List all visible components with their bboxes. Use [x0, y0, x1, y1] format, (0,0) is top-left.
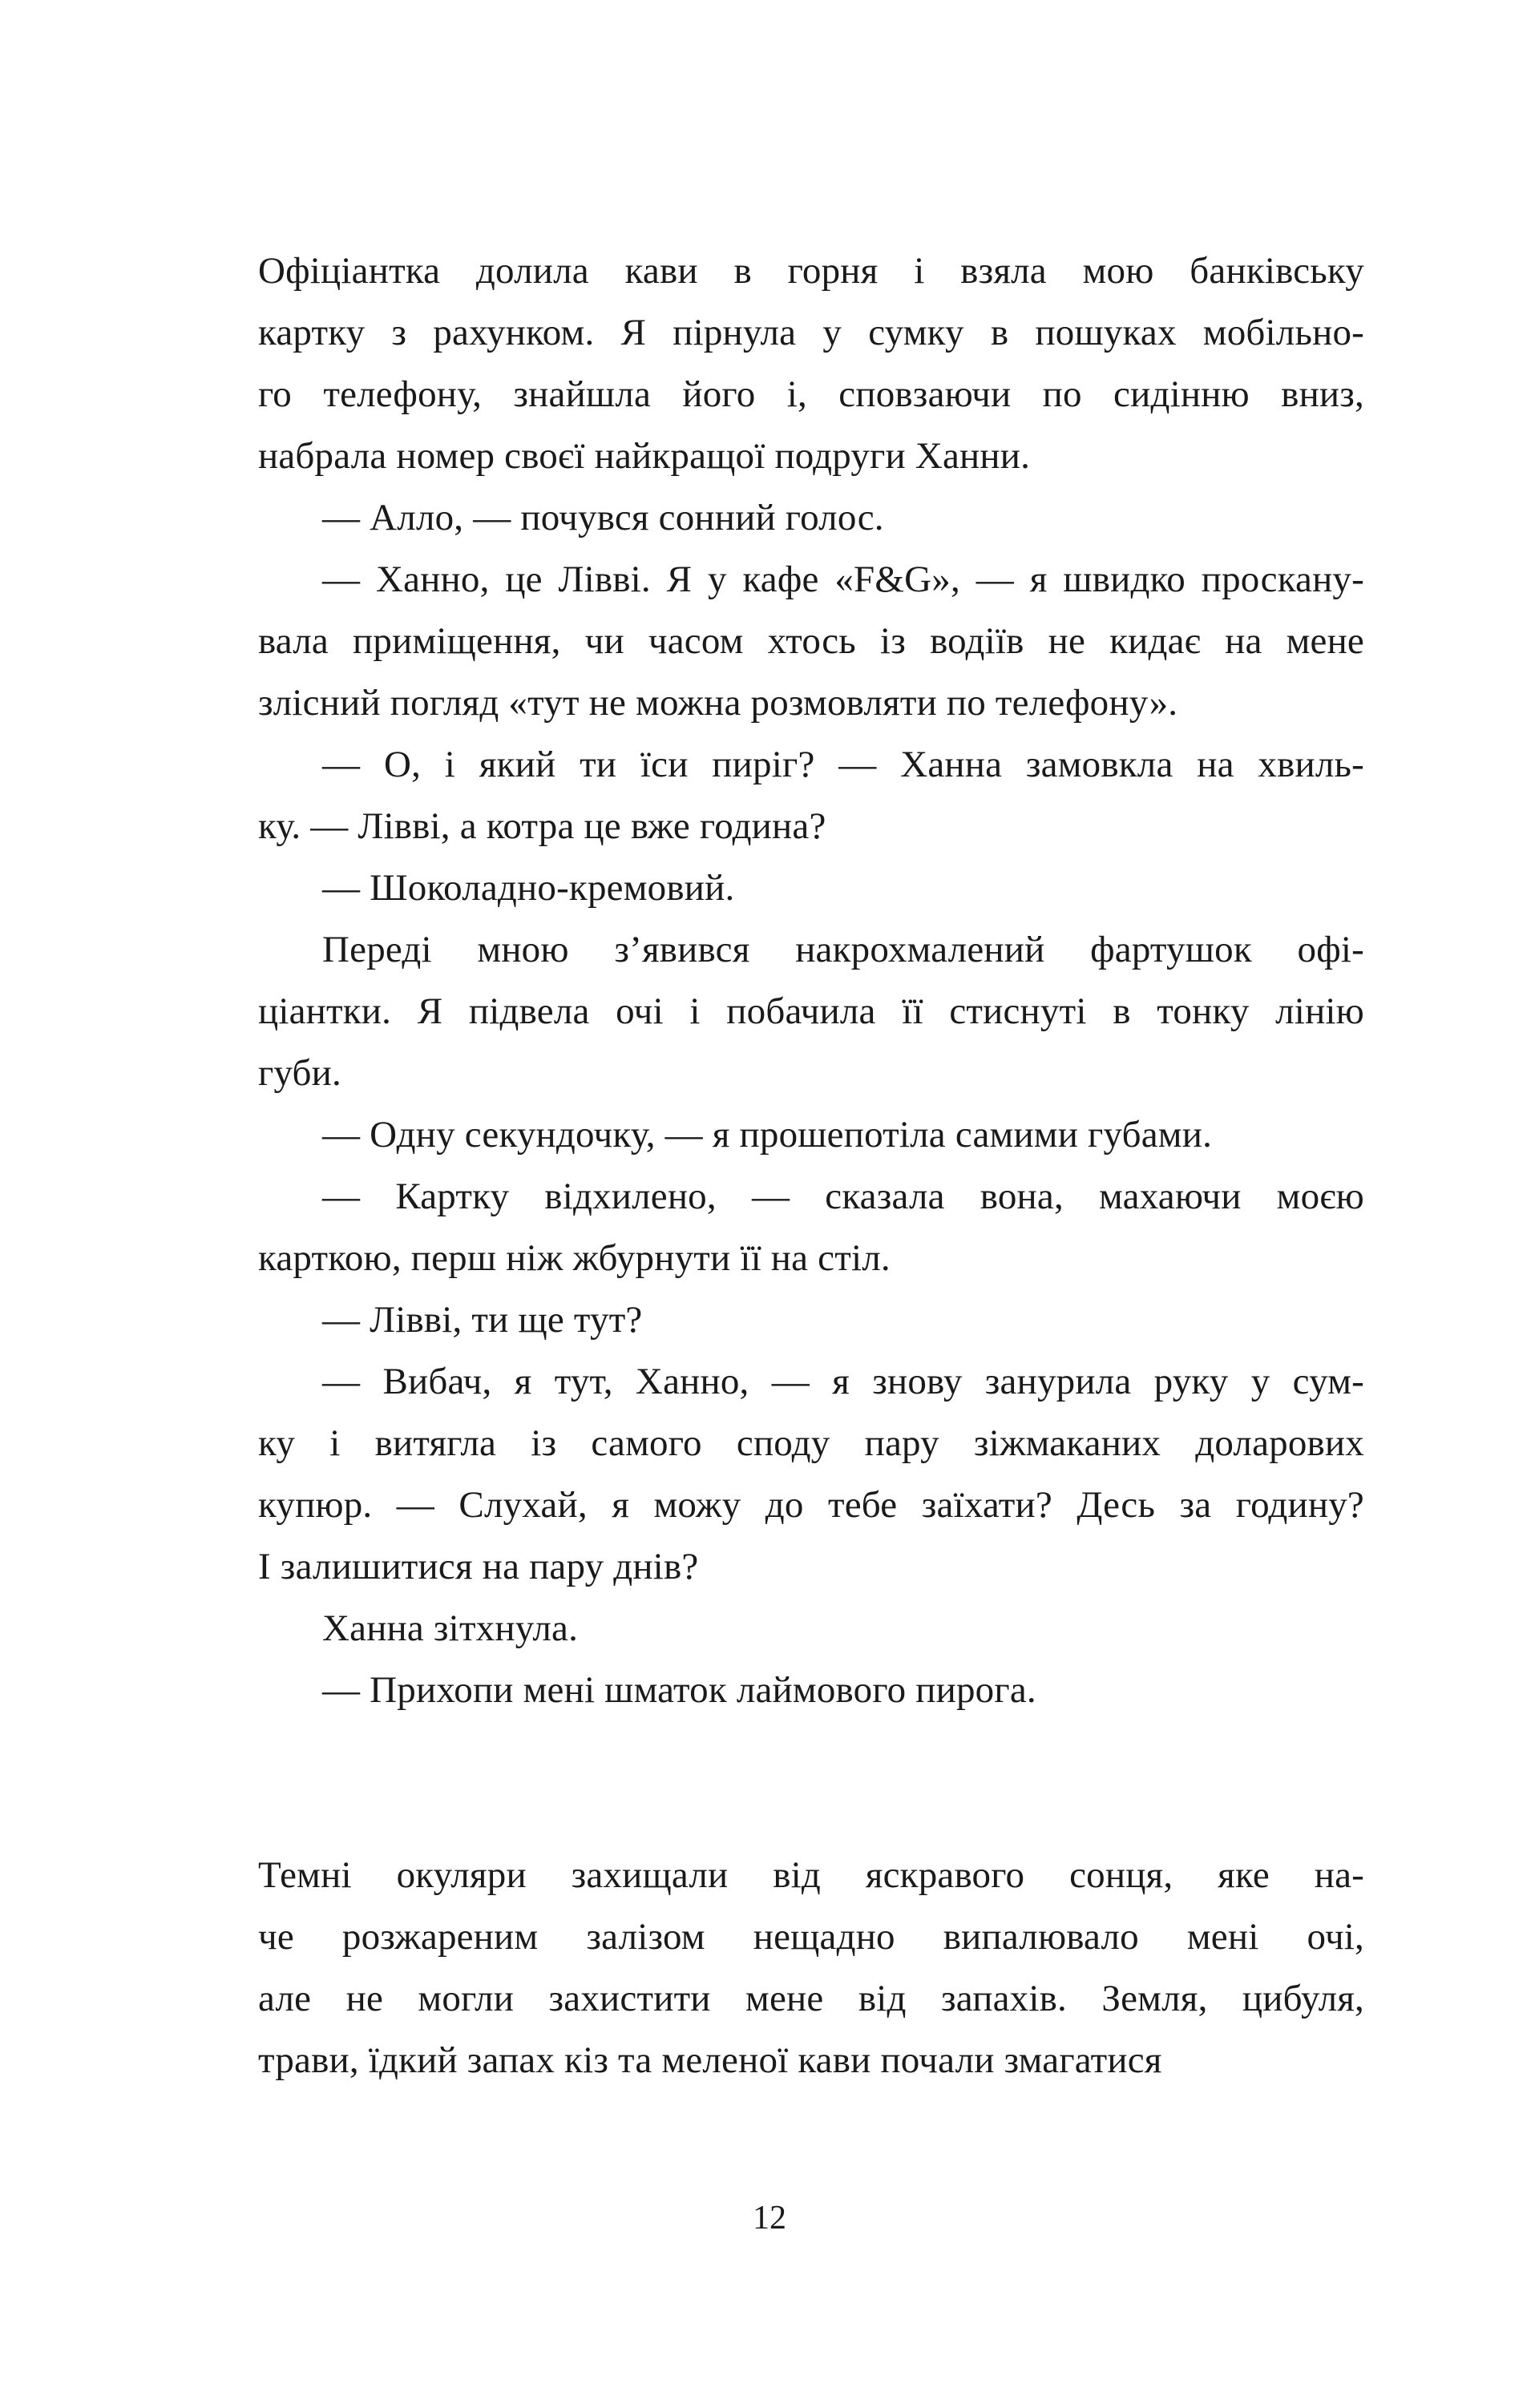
text-content [258, 240, 1364, 2091]
text-line: — О, і який ти їси пиріг? — Ханна замовкла на хвиль- [322, 744, 1364, 785]
page-number: 12 [753, 2200, 786, 2237]
paragraph [258, 1351, 1364, 1598]
text-line: але не могли захистити мене від запахів. Земля, цибуля, [258, 1978, 1364, 2019]
text-line: ку і витягла із самого споду пару зіжмаканих доларових [258, 1422, 1364, 1464]
text-line: — Вибач, я тут, Ханно, — я знову занурила руку у сум- [322, 1361, 1364, 1402]
text-line: ціантки. Я підвела очі і побачила її стиснуті в тонку лінію [258, 990, 1364, 1032]
paragraph [258, 1598, 1364, 1660]
paragraph [258, 1289, 1364, 1351]
text-line: карткою, перш ніж жбурнути її на стіл. [258, 1237, 891, 1279]
text-line: трави, їдкий запах кіз та меленої кави почали змагатися [258, 2039, 1162, 2081]
text-line: Темні окуляри захищали від яскравого сонця, яке на- [258, 1854, 1364, 1896]
paragraph [258, 734, 1364, 857]
paragraph [258, 1166, 1364, 1289]
text-line: — Картку відхилено, — сказала вона, махаючи моєю [322, 1176, 1364, 1217]
text-line: — Одну секундочку, — я прошепотіла самими губами. [322, 1114, 1213, 1156]
text-line: Офіціантка долила кави в горня і взяла мою банківську [258, 250, 1364, 292]
text-line: злісний погляд «тут не можна розмовляти по телефону». [258, 682, 1178, 724]
text-line: вала приміщення, чи часом хтось із водіїв не кидає на мене [258, 620, 1364, 662]
paragraph [258, 857, 1364, 919]
text-line: — Прихопи мені шматок лаймового пирога. [322, 1669, 1036, 1711]
text-line: го телефону, знайшла його і, сповзаючи по сидінню вниз, [258, 373, 1364, 415]
text-line: Переді мною з’явився накрохмалений фартушок офі- [322, 929, 1364, 970]
text-line: губи. [258, 1052, 341, 1094]
text-line: — Шоколадно-кремовий. [322, 867, 735, 909]
paragraph [258, 1660, 1364, 1721]
text-line: — Ханно, це Лівві. Я у кафе «F&G», — я швидко проскану- [322, 559, 1364, 600]
text-line: набрала номер своєї найкращої подруги Ханни. [258, 435, 1031, 477]
text-line: че розжареним залізом нещадно випалювало мені очі, [258, 1916, 1364, 1958]
text-line: Ханна зітхнула. [322, 1607, 579, 1649]
paragraph [258, 549, 1364, 734]
text-line: — Лівві, ти ще тут? [322, 1299, 643, 1341]
text-line: картку з рахунком. Я пірнула у сумку в пошуках мобільно- [258, 312, 1364, 353]
text-line: І залишитися на пару днів? [258, 1546, 699, 1587]
paragraph [258, 240, 1364, 487]
paragraph [258, 1845, 1364, 2091]
paragraph [258, 919, 1364, 1104]
paragraph [258, 1104, 1364, 1166]
text-line: ку. — Лівві, а котра це вже година? [258, 805, 826, 847]
text-line: — Алло, — почувся сонний голос. [322, 497, 884, 538]
text-line: купюр. — Слухай, я можу до тебе заїхати? Десь за годину? [258, 1484, 1364, 1526]
paragraph [258, 487, 1364, 549]
